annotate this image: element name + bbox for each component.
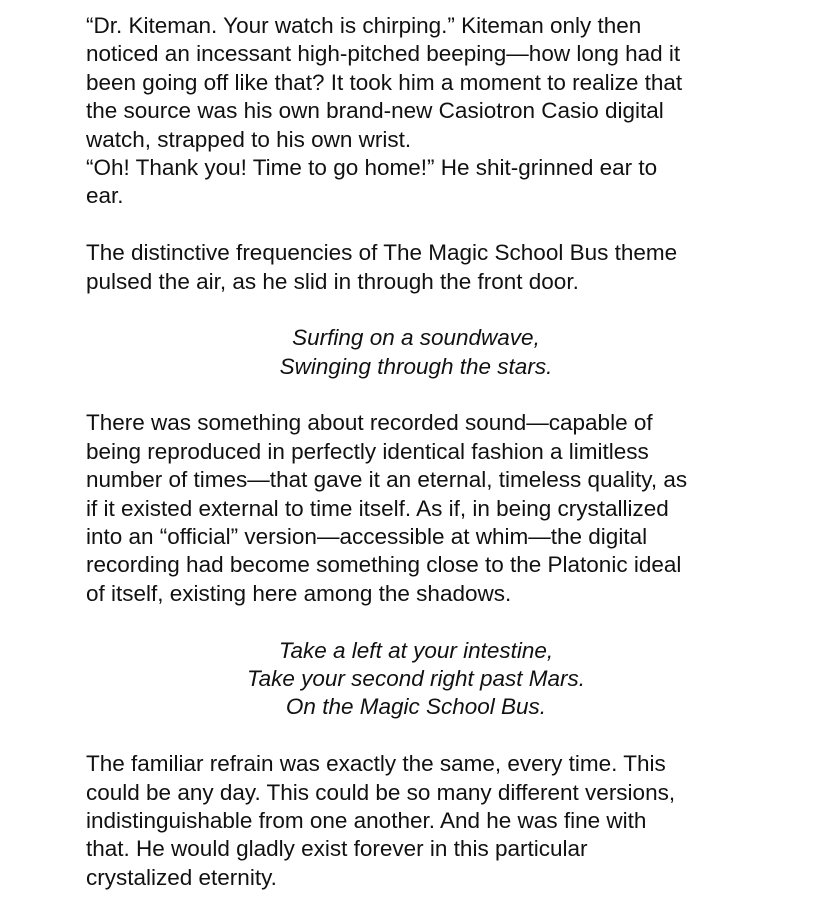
text-line: watch, strapped to his own wrist. <box>86 126 412 152</box>
verse-line: Surfing on a soundwave, <box>292 325 540 351</box>
verse-line: On the Magic School Bus. <box>285 694 547 720</box>
text-line: number of times—that gave it an eternal, timeless quality, as <box>86 467 688 493</box>
verse-magic-school-bus <box>86 637 746 722</box>
text-line: of itself, existing here among the shadows. <box>86 580 512 606</box>
paragraph-spacer <box>86 381 746 409</box>
text-line: that. He would gladly exist forever in this particular <box>86 836 588 862</box>
text-line: been going off like that? It took him a moment to realize that <box>86 69 683 95</box>
paragraph-time-to-go-home <box>86 154 746 211</box>
paragraph-recorded-sound <box>86 409 746 608</box>
text-line: “Dr. Kiteman. Your watch is chirping.” Kiteman only then <box>86 13 642 38</box>
document-page <box>86 12 746 892</box>
text-line: pulsed the air, as he slid in through the front door. <box>86 268 579 294</box>
text-line: crystalized eternity. <box>86 864 277 890</box>
text-line: the source was his own brand-new Casiotron Casio digital <box>86 98 664 124</box>
text-line: ear. <box>86 183 124 209</box>
paragraph-theme-song <box>86 239 746 296</box>
text-line: being reproduced in perfectly identical fashion a limitless <box>86 438 649 464</box>
paragraph-watch-chirping <box>86 12 746 154</box>
verse-line: Take a left at your intestine, <box>278 637 554 663</box>
text-line: The familiar refrain was exactly the same, every time. This <box>86 751 666 777</box>
text-line: could be any day. This could be so many different versions, <box>86 779 676 805</box>
text-line: The distinctive frequencies of The Magic School Bus theme <box>86 240 678 266</box>
verse-line: Take your second right past Mars. <box>246 665 586 691</box>
verse-line: Swinging through the stars. <box>279 353 553 379</box>
text-line: “Oh! Thank you! Time to go home!” He shit-grinned ear to <box>86 154 658 180</box>
text-line: There was something about recorded sound—capable of <box>86 410 653 436</box>
text-line: into an “official” version—accessible at whim—the digital <box>86 524 648 550</box>
text-line: if it existed external to time itself. As if, in being crystallized <box>86 495 669 521</box>
paragraph-spacer <box>86 211 746 239</box>
paragraph-spacer <box>86 608 746 636</box>
text-line: noticed an incessant high-pitched beeping—how long had it <box>86 41 681 67</box>
verse-soundwave <box>86 324 746 381</box>
paragraph-spacer <box>86 722 746 750</box>
paragraph-spacer <box>86 296 746 324</box>
text-line: indistinguishable from one another. And he was fine with <box>86 807 647 833</box>
paragraph-familiar-refrain <box>86 750 746 892</box>
text-line: recording had become something close to the Platonic ideal <box>86 552 682 578</box>
